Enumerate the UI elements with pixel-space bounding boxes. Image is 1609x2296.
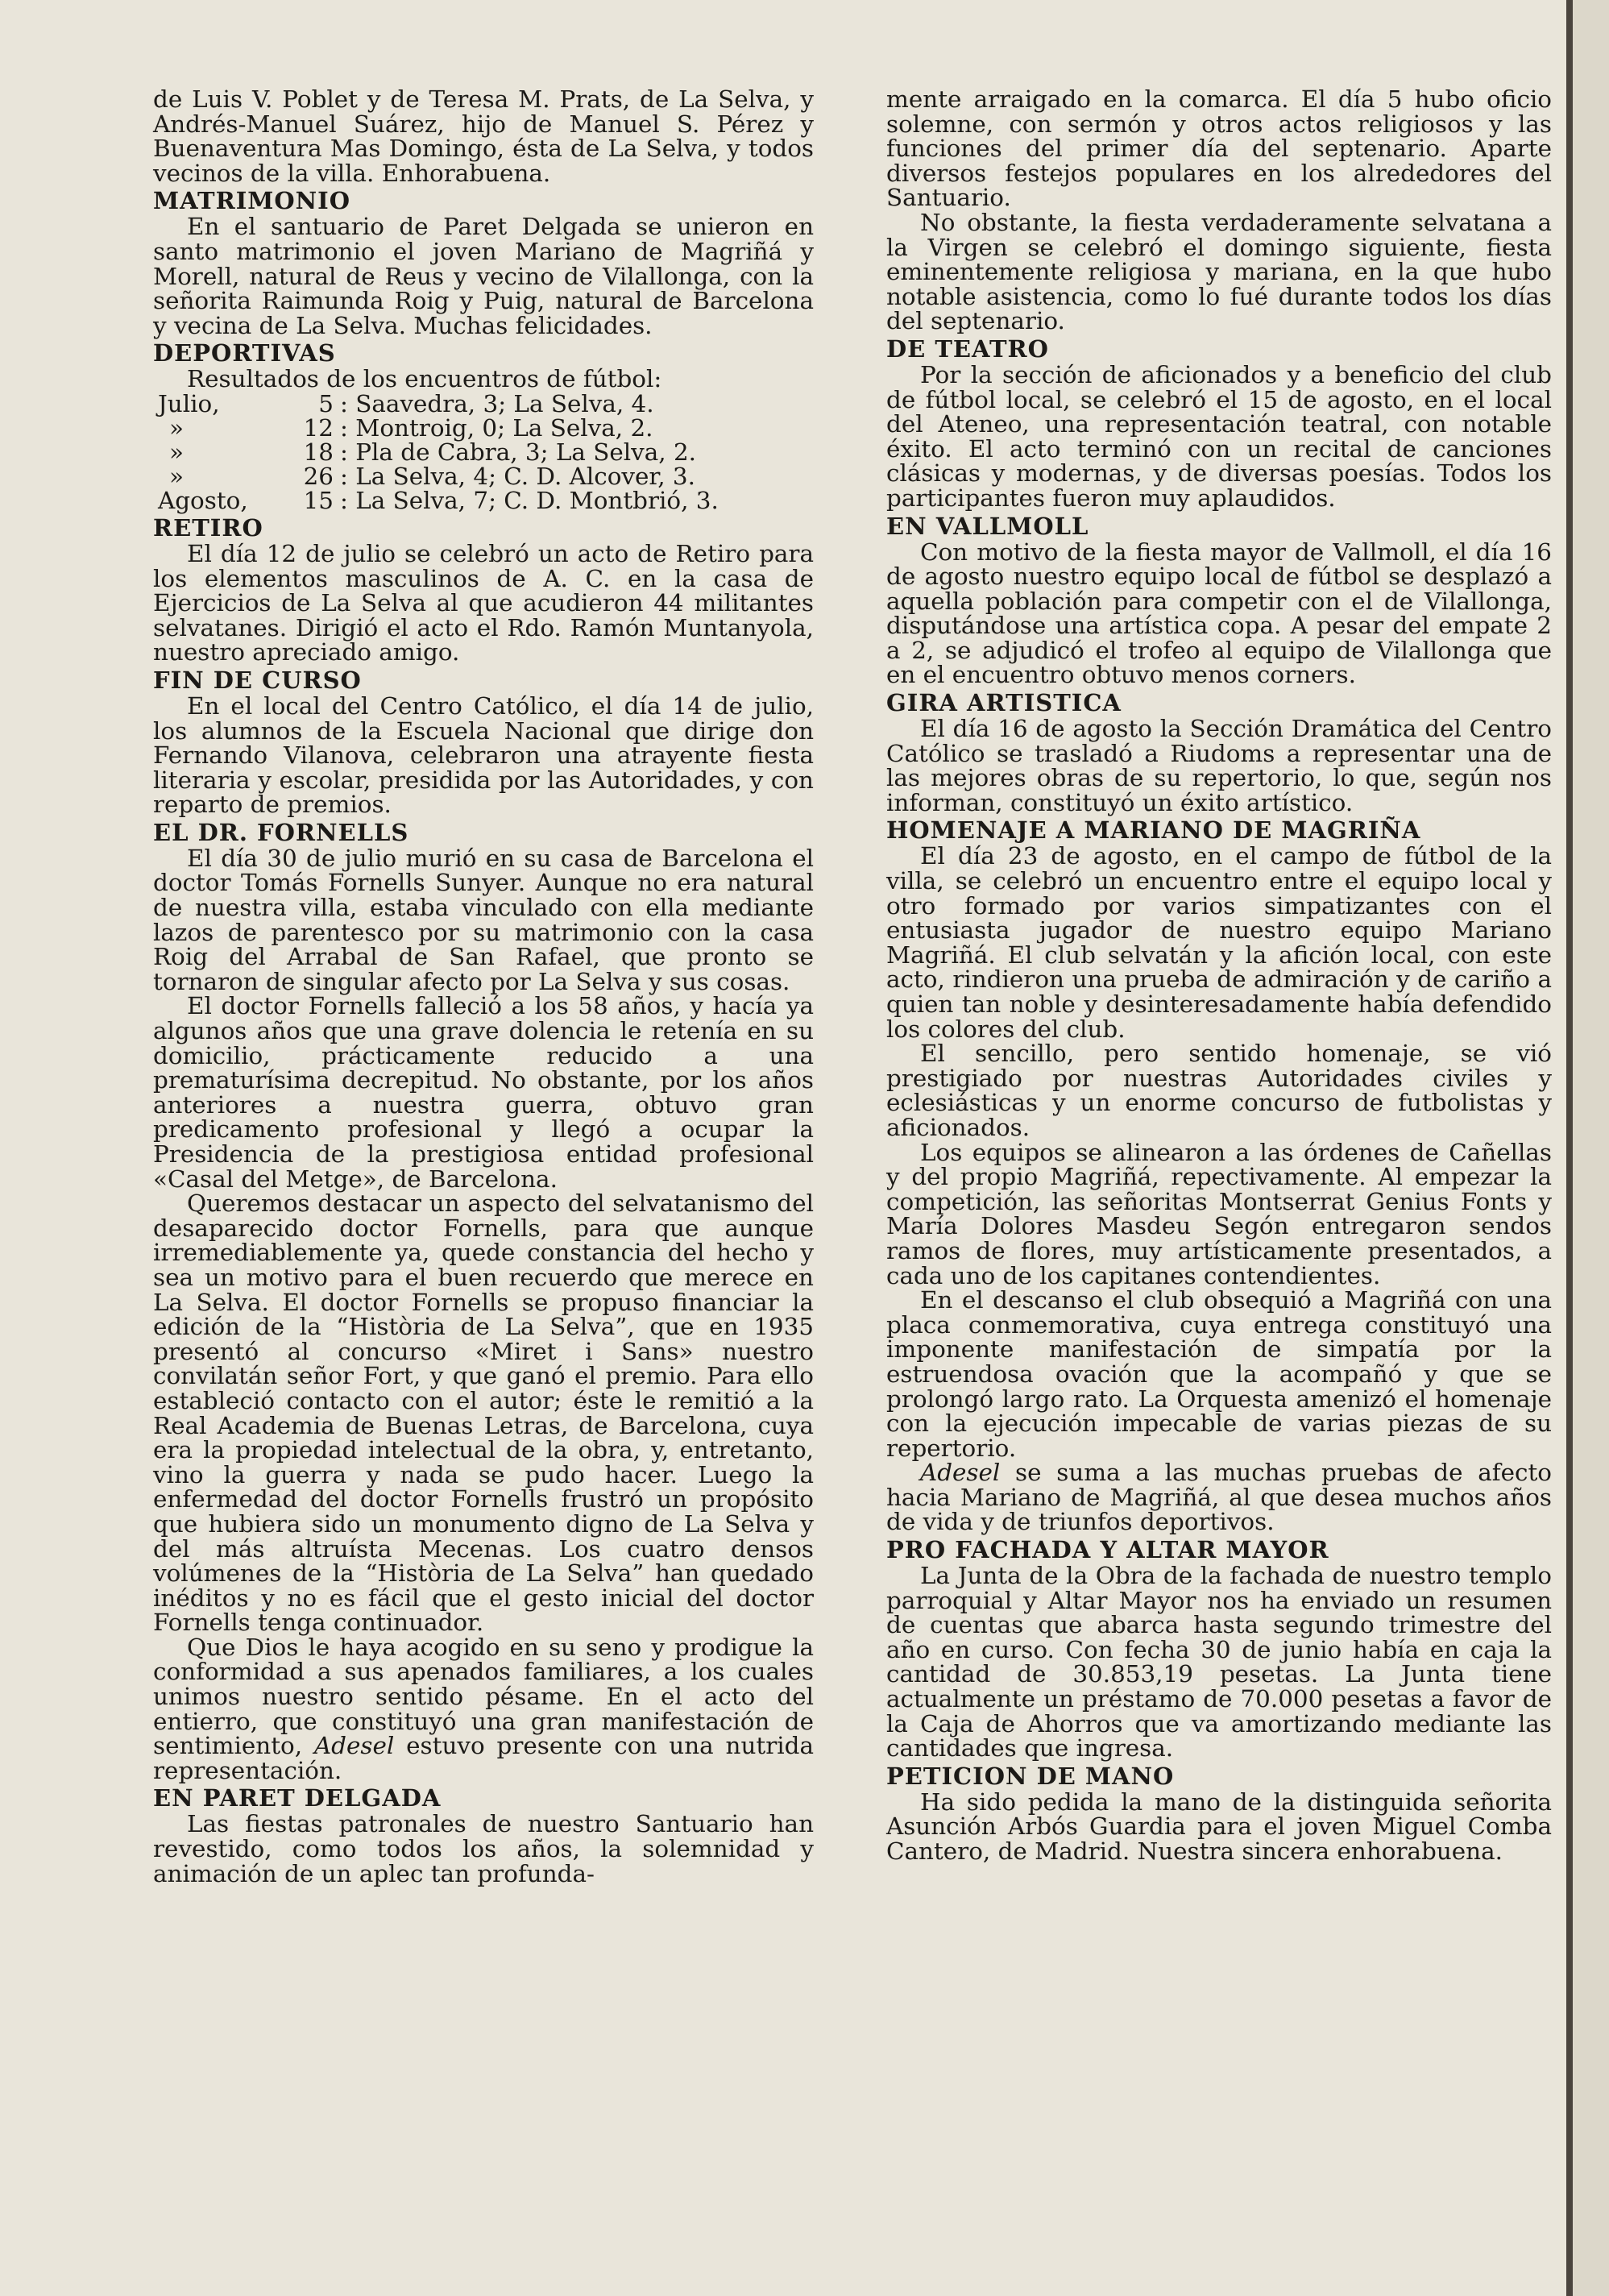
- gira-heading: GIRA ARTISTICA: [886, 689, 1122, 717]
- result-match: : Pla de Cabra, 3; La Selva, 2.: [340, 438, 697, 466]
- deportivas-heading: DEPORTIVAS: [153, 339, 336, 367]
- adesel-name: Adesel: [920, 1459, 1001, 1487]
- fornells-paragraph-4: [153, 1635, 814, 1783]
- homenaje-paragraph-2: El sencillo, pero sentido homenaje, se vió prestigiado por nuestras Autoridades civiles y eclesiásticas y un enorme concurso de futbolistas y aficionados.: [886, 1040, 1552, 1141]
- result-month: »: [169, 413, 184, 442]
- result-day: 18: [303, 438, 334, 466]
- result-row: [158, 440, 725, 464]
- result-match: : Montroig, 0; La Selva, 2.: [340, 413, 653, 442]
- right-column: [886, 87, 1552, 1864]
- result-day: 12: [303, 413, 334, 442]
- result-row: [158, 416, 725, 440]
- homenaje-paragraph-1: El día 23 de agosto, en el campo de fútbol de la villa, se celebró un encuentro entre el equipo local y otro formado por varios simpatizantes con el entusiasta jugador de nuestro equipo Mariano Magriñá. El club selvatán y la afición local, con este acto, rindieron una prueba de admiración y de cariño a quien tan noble y desinteresadamente había defendido los colores del club.: [886, 842, 1552, 1043]
- retiro-heading: RETIRO: [153, 513, 263, 542]
- adesel-name: Adesel: [313, 1732, 395, 1760]
- result-month: Agosto,: [158, 486, 248, 514]
- result-match: : La Selva, 7; C. D. Montbrió, 3.: [340, 486, 719, 514]
- vallmoll-heading: EN VALLMOLL: [886, 512, 1089, 540]
- paret-continued-1: mente arraigado en la comarca. El día 5 hubo oficio solemne, con sermón y otros actos religiosos y las funciones del primer día del septenario. Aparte diversos festejos populares en los alrededores del Santuario.: [886, 85, 1552, 212]
- fornells-p4-end: estuvo presente con una nutrida representación.: [153, 1732, 814, 1784]
- paret-text: Las fiestas patronales de nuestro Santuario han revestido, como todos los años, la solemnidad y animación de un aplec tan profunda-: [153, 1810, 814, 1887]
- homenaje-paragraph-4: En el descanso el club obsequió a Magriñá con una placa conmemorativa, cuya entrega constituyó una imponente manifestación de simpatía por la estruendosa ovación que la acompañó y que se prolongó largo rato. La Orquesta amenizó el homenaje con la ejecución impecable de varias piezas de su repertorio.: [886, 1286, 1552, 1462]
- result-day: 5: [318, 389, 334, 417]
- left-column: [153, 87, 814, 1886]
- fornells-heading: EL DR. FORNELLS: [153, 818, 409, 846]
- fachada-text: La Junta de la Obra de la fachada de nuestro templo parroquial y Altar Mayor nos ha enviado un resumen de cuentas que abarca hasta segundo trimestre del año en curso. Con fecha 30 de junio había en caja la cantidad de 30.853,19 pesetas. La Junta tiene actualmente un préstamo de 70.000 pesetas a favor de la Caja de Ahorros que va amortizando mediante las cantidades que ingresa.: [886, 1562, 1552, 1762]
- result-day: 26: [303, 462, 334, 490]
- deportivas-intro: Resultados de los encuentros de fútbol:: [187, 365, 662, 393]
- intro-paragraph: de Luis V. Poblet y de Teresa M. Prats, de La Selva, y Andrés-Manuel Suárez, hijo de Manuel S. Pérez y Buenaventura Mas Domingo, ésta de La Selva, y todos vecinos de la villa. Enhorabuena.: [153, 85, 814, 187]
- homenaje-p5-text: se suma a las muchas pruebas de afecto hacia Mariano de Magriñá, al que desea muchos años de vida y de triunfos deportivos.: [886, 1459, 1552, 1536]
- result-row: [158, 464, 725, 488]
- result-row: [158, 488, 725, 513]
- result-month: »: [169, 438, 184, 466]
- vallmoll-text: Con motivo de la fiesta mayor de Vallmoll, el día 16 de agosto nuestro equipo local de fútbol se desplazó a aquella población para competir con el de Vilallonga, disputándose una artística copa. A pesar del empate 2 a 2, se adjudicó el trofeo al equipo de Vilallonga que en el encuentro obtuvo menos corners.: [886, 538, 1552, 689]
- fornells-paragraph-3: Queremos destacar un aspecto del selvatanismo del desaparecido doctor Fornells, para que aunque irremediablemente ya, quede constancia del hecho y sea un motivo para el buen recuerdo que merece en La Selva. El doctor Fornells se propuso financiar la edición de la “Història de La Selva”, que en 1935 presentó al concurso «Miret i Sans» nuestro convilatán señor Fort, y que ganó el premio. Para ello estableció contacto con el autor; éste le remitió a la Real Academia de Buenas Letras, de Barcelona, cuya era la propiedad intelectual de la obra, y, entretanto, vino la guerra y nada se pudo hacer. Luego la enfermedad del doctor Fornells frustró un propósito que hubiera sido un monumento digno de La Selva y del más altruísta Mecenas. Los cuatro densos volúmenes de la “Història de La Selva” han quedado inéditos y no es fácil que el gesto inicial del doctor Fornells tenga continuador.: [153, 1190, 814, 1637]
- peticion-heading: PETICION DE MANO: [886, 1762, 1175, 1790]
- result-month: »: [169, 462, 184, 490]
- fornells-p4-start: Que Dios le haya acogido en su seno y prodigue la conformidad a sus apenados familiares, a los cuales unimos nuestro sentido pésame. En el acto del entierro, que constituyó una gran manifestación de sentimiento,: [153, 1633, 814, 1760]
- homenaje-paragraph-5: [886, 1460, 1552, 1534]
- next-page-edge: [1566, 0, 1609, 2296]
- gira-text: El día 16 de agosto la Sección Dramática del Centro Católico se trasladó a Riudoms a representar una de las mejores obras de su repertorio, lo que, según nos informan, constituyó un éxito artístico.: [886, 715, 1552, 816]
- result-row: [158, 392, 725, 416]
- retiro-text: El día 12 de julio se celebró un acto de Retiro para los elementos masculinos de A. C. en la casa de Ejercicios de La Selva al que acudieron 44 militantes selvatanes. Dirigió el acto el Rdo. Ramón Muntanyola, nuestro apreciado amigo.: [153, 539, 814, 666]
- result-match: : La Selva, 4; C. D. Alcover, 3.: [340, 462, 695, 490]
- fornells-paragraph-2: El doctor Fornells falleció a los 58 años, y hacía ya algunos años que una grave dolencia le retenía en su domicilio, prácticamente reducido a una prematurísima decrepitud. No obstante, por los años anteriores a nuestra guerra, obtuvo gran predicamento profesional y llegó a ocupar la Presidencia de la prestigiosa entidad profesional «Casal del Metge», de Barcelona.: [153, 992, 814, 1193]
- result-month: Julio,: [158, 389, 220, 417]
- football-results-table: [158, 389, 725, 514]
- fachada-heading: PRO FACHADA Y ALTAR MAYOR: [886, 1536, 1329, 1564]
- paret-continued-2: No obstante, la fiesta verdaderamente selvatana a la Virgen se celebró el domingo siguiente, fiesta eminentemente religiosa y mariana, en la que hubo notable asistencia, como lo fué durante todos los días del septenario.: [886, 208, 1552, 335]
- homenaje-paragraph-3: Los equipos se alinearon a las órdenes de Cañellas y del propio Magriñá, repectivamente. Al empezar la competición, las señoritas Montserrat Genius Fonts y María Dolores Masdeu Segón entregaron sendos ramos de flores, muy artísticamente presentados, a cada uno de los capitanes contendientes.: [886, 1138, 1552, 1289]
- matrimonio-text: En el santuario de Paret Delgada se unieron en santo matrimonio el joven Mariano de Magriñá y Morell, natural de Reus y vecino de Vilallonga, con la señorita Raimunda Roig y Puig, natural de Barcelona y vecina de La Selva. Muchas felicidades.: [153, 213, 814, 339]
- matrimonio-heading: MATRIMONIO: [153, 187, 350, 215]
- teatro-text: Por la sección de aficionados y a beneficio del club de fútbol local, se celebró el 15 de agosto, en el local del Ateneo, una representación teatral, con notable éxito. El acto terminó con un recital de canciones clásicas y modernas, y de diversas poesías. Todos los participantes fueron muy aplaudidos.: [886, 360, 1552, 512]
- homenaje-heading: HOMENAJE A MARIANO DE MAGRIÑA: [886, 816, 1421, 845]
- peticion-text: Ha sido pedida la mano de la distinguida señorita Asunción Arbós Guardia para el joven Miguel Comba Cantero, de Madrid. Nuestra sincera enhorabuena.: [886, 1787, 1552, 1865]
- paret-heading: EN PARET DELGADA: [153, 1784, 442, 1812]
- fin-de-curso-heading: FIN DE CURSO: [153, 666, 362, 694]
- result-day: 15: [303, 486, 334, 514]
- fin-de-curso-text: En el local del Centro Católico, el día 14 de julio, los alumnos de la Escuela Nacional que dirige don Fernando Vilanova, celebraron una atrayente fiesta literaria y escolar, presidida por las Autoridades, y con reparto de premios.: [153, 691, 814, 819]
- result-match: : Saavedra, 3; La Selva, 4.: [340, 389, 654, 417]
- binding-shadow: [1566, 0, 1573, 2296]
- teatro-heading: DE TEATRO: [886, 334, 1049, 363]
- fornells-paragraph-1: El día 30 de julio murió en su casa de Barcelona el doctor Tomás Fornells Sunyer. Aunque no era natural de nuestra villa, estaba vinculado con ella mediante lazos de parentesco por su matrimonio con la casa Roig del Arrabal de San Rafael, que pronto se tornaron de singular afecto por La Selva y sus cosas.: [153, 844, 814, 995]
